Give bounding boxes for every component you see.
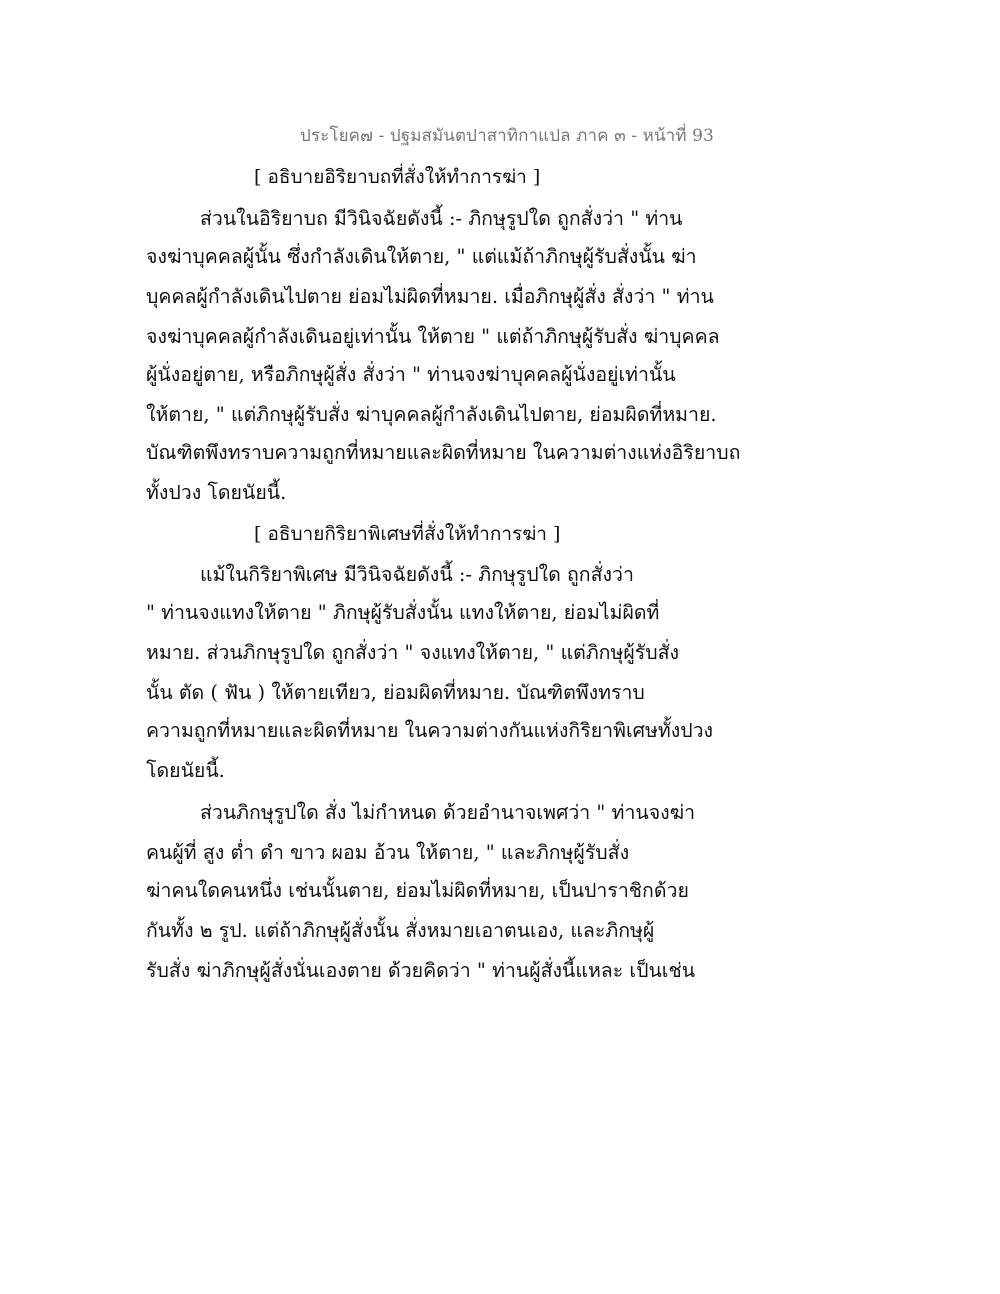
paragraph-line: ผู้นั่งอยู่ตาย, หรือภิกษุผู้สั่ง สั่งว่า " ท่านจงฆ่าบุคคลผู้นั่งอยู่เท่านั้น	[146, 363, 676, 386]
paragraph-line: นั้น ตัด ( ฟัน ) ให้ตายเทียว, ย่อมผิดที่หมาย. บัณฑิตพึงทราบ	[146, 681, 645, 704]
paragraph-line: ความถูกที่หมายและผิดที่หมาย ในความต่างกันแห่งกิริยาพิเศษทั้งปวง	[146, 719, 714, 742]
paragraph-line: กันทั้ง ๒ รูป. แต่ถ้าภิกษุผู้สั่งนั้น สั่งหมายเอาตนเอง, และภิกษุผู้	[146, 919, 655, 942]
paragraph-line: จงฆ่าบุคคลผู้กำลังเดินอยู่เท่านั้น ให้ตาย " แต่ถ้าภิกษุผู้รับสั่ง ฆ่าบุคคล	[146, 325, 720, 348]
running-header: ประโยค๗ - ปฐมสมันตปาสาทิกาแปล ภาค ๓ - หน้าที่ 93	[300, 126, 714, 146]
paragraph-line: ทั้งปวง โดยนัยนี้.	[146, 481, 287, 504]
paragraph-line: จงฆ่าบุคคลผู้นั้น ซึ่งกำลังเดินให้ตาย, " แต่แม้ถ้าภิกษุผู้รับสั่งนั้น ฆ่า	[146, 245, 697, 268]
paragraph-line: ฆ่าคนใดคนหนึ่ง เช่นนั้นตาย, ย่อมไม่ผิดที่หมาย, เป็นปาราชิกด้วย	[146, 879, 689, 902]
section-heading-posture: [ อธิบายอิริยาบถที่สั่งให้ทำการฆ่า ]	[254, 166, 541, 188]
paragraph-line: ส่วนในอิริยาบถ มีวินิจฉัยดังนี้ :- ภิกษุรูปใด ถูกสั่งว่า " ท่าน	[200, 207, 683, 230]
paragraph-line: หมาย. ส่วนภิกษุรูปใด ถูกสั่งว่า " จงแทงให้ตาย, " แต่ภิกษุผู้รับสั่ง	[146, 641, 680, 664]
paragraph-line: ส่วนภิกษุรูปใด สั่ง ไม่กำหนด ด้วยอำนาจเพศว่า " ท่านจงฆ่า	[200, 801, 696, 824]
section-heading-special-action: [ อธิบายกิริยาพิเศษที่สั่งให้ทำการฆ่า ]	[254, 523, 561, 545]
paragraph-line: " ท่านจงแทงให้ตาย " ภิกษุผู้รับสั่งนั้น แทงให้ตาย, ย่อมไม่ผิดที่	[146, 601, 660, 624]
paragraph-line: แม้ในกิริยาพิเศษ มีวินิจฉัยดังนี้ :- ภิกษุรูปใด ถูกสั่งว่า	[200, 563, 634, 586]
paragraph-line: บุคคลผู้กำลังเดินไปตาย ย่อมไม่ผิดที่หมาย. เมื่อภิกษุผู้สั่ง สั่งว่า " ท่าน	[146, 285, 714, 308]
paragraph-line: ให้ตาย, " แต่ภิกษุผู้รับสั่ง ฆ่าบุคคลผู้กำลังเดินไปตาย, ย่อมผิดที่หมาย.	[146, 403, 717, 426]
paragraph-line: บัณฑิตพึงทราบความถูกที่หมายและผิดที่หมาย ในความต่างแห่งอิริยาบถ	[146, 441, 741, 464]
paragraph-line: รับสั่ง ฆ่าภิกษุผู้สั่งนั่นเองตาย ด้วยคิดว่า " ท่านผู้สั่งนี้แหละ เป็นเช่น	[146, 959, 696, 982]
paragraph-line: โดยนัยนี้.	[146, 759, 225, 782]
paragraph-line: คนผู้ที่ สูง ต่ำ ดำ ขาว ผอม อ้วน ให้ตาย, " และภิกษุผู้รับสั่ง	[146, 841, 630, 864]
